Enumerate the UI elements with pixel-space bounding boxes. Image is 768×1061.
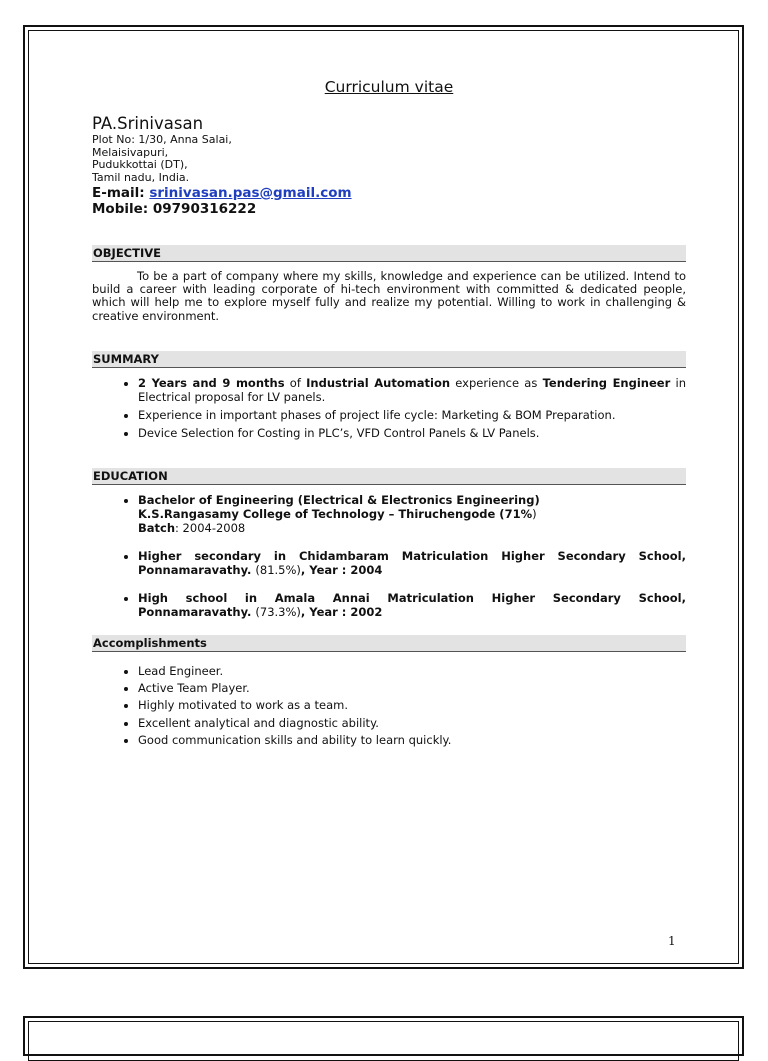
list-item: • Good communication skills and ability to learn quickly. bbox=[138, 733, 686, 747]
address-line: Tamil nadu, India. bbox=[92, 171, 190, 185]
education-list bbox=[92, 493, 686, 619]
list-item: • Excellent analytical and diagnostic ability. bbox=[138, 716, 686, 730]
email-link[interactable]: srinivasan.pas@gmail.com bbox=[149, 184, 352, 201]
accomplishments-heading: Accomplishments bbox=[92, 635, 686, 652]
resume-content bbox=[92, 80, 686, 750]
page-2-border-inner bbox=[28, 1021, 739, 1061]
email-line bbox=[92, 185, 686, 201]
list-item: • Experience in important phases of project life cycle: Marketing & BOM Preparation. bbox=[138, 408, 686, 422]
list-item: • High school in Amala Annai Matriculation Higher Secondary School, Ponnamaravathy. (73.3%), Year : 2002 bbox=[138, 591, 686, 619]
address-block bbox=[92, 134, 686, 185]
page-number: 1 bbox=[668, 934, 676, 948]
mobile-line: Mobile: 09790316222 bbox=[92, 200, 257, 217]
summary-heading: SUMMARY bbox=[92, 351, 686, 368]
list-item: • Bachelor of Engineering (Electrical & Electronics Engineering) K.S.Rangasamy College of Technology – Thiruchengode (71%) Batch: 2004-2008 bbox=[138, 493, 686, 535]
list-item: • 2 Years and 9 months of Industrial Automation experience as Tendering Engineer in Electrical proposal for LV panels. bbox=[138, 376, 686, 404]
list-item: • Device Selection for Costing in PLC’s, VFD Control Panels & LV Panels. bbox=[138, 426, 686, 440]
education-heading: EDUCATION bbox=[92, 468, 686, 485]
address-line: Melaisivapuri, bbox=[92, 145, 169, 159]
summary-list bbox=[92, 376, 686, 440]
list-item: • Highly motivated to work as a team. bbox=[138, 698, 686, 712]
address-line: Plot No: 1/30, Anna Salai, bbox=[92, 133, 232, 146]
address-line: Pudukkottai (DT), bbox=[92, 158, 188, 172]
email-label: E-mail: bbox=[92, 184, 145, 201]
list-item: • Higher secondary in Chidambaram Matriculation Higher Secondary School, Ponnamaravathy. (81.5%), Year : 2004 bbox=[138, 549, 686, 577]
accomplishments-list bbox=[92, 664, 686, 747]
document-title: Curriculum vitae bbox=[324, 78, 454, 96]
list-item: • Active Team Player. bbox=[138, 681, 686, 695]
objective-text: To be a part of company where my skills, knowledge and experience can be utilized. Intend to build a career with leading corporate of hi-tech environment with committed & dedicated people, which will help me to explore myself fully and realize my potential. Willing to work in challenging & creative environment. bbox=[92, 268, 686, 323]
objective-heading: OBJECTIVE bbox=[92, 245, 686, 262]
list-item: • Lead Engineer. bbox=[138, 664, 686, 678]
candidate-name: PA.Srinivasan bbox=[92, 114, 204, 133]
